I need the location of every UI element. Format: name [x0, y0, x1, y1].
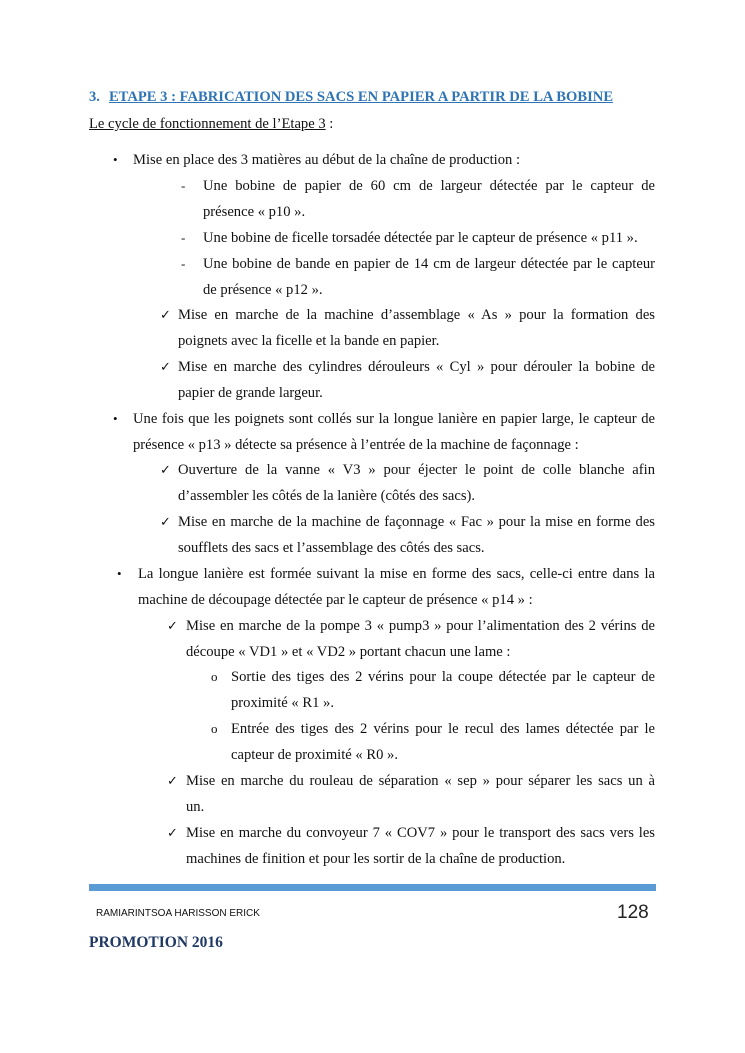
list-item-line: découpe « VD1 » et « VD2 » portant chacun une lame :: [186, 644, 511, 660]
list-item-line: Mise en marche de la machine de façonnage « Fac » pour la mise en forme des: [178, 514, 655, 530]
list-item-line: papier de grande largeur.: [178, 385, 323, 401]
subtitle: [89, 114, 333, 134]
list-item-line: machines de finition et pour les sortir de la chaîne de production.: [186, 851, 566, 867]
list-item-line: Une bobine de papier de 60 cm de largeur détectée par le capteur de: [203, 178, 655, 194]
list-item-line: Une bobine de bande en papier de 14 cm de largeur détectée par le capteur: [203, 256, 655, 272]
bullet-marker-icon: •: [113, 411, 118, 426]
list-item-line: Mise en marche du rouleau de séparation « sep » pour séparer les sacs un à: [186, 773, 655, 789]
list-item-line: Ouverture de la vanne « V3 » pour éjecter le point de colle blanche afin: [178, 462, 655, 478]
footer-author: RAMIARINTSOA HARISSON ERICK: [96, 908, 260, 919]
section-number: 3.: [89, 89, 100, 105]
check-marker-icon: ✓: [160, 359, 171, 374]
list-item-line: un.: [186, 799, 205, 815]
list-item-line: présence « p13 » détecte sa présence à l’entrée de la machine de façonnage :: [133, 437, 579, 453]
list-item-line: de présence « p12 ».: [203, 282, 323, 298]
check-marker-icon: ✓: [160, 462, 171, 477]
list-item-line: Sortie des tiges des 2 vérins pour la coupe détectée par le capteur de: [231, 669, 655, 685]
list-item-line: Mise en marche du convoyeur 7 « COV7 » pour le transport des sacs vers les: [186, 825, 655, 841]
check-marker-icon: ✓: [167, 773, 178, 788]
list-item-line: poignets avec la ficelle et la bande en papier.: [178, 333, 440, 349]
list-item-line: capteur de proximité « R0 ».: [231, 747, 398, 763]
subtitle-suffix: :: [325, 116, 334, 132]
list-item-line: d’assembler les côtés de la lanière (côtés des sacs).: [178, 488, 476, 504]
section-title: ETAPE 3 : FABRICATION DES SACS EN PAPIER A PARTIR DE LA BOBINE: [108, 89, 614, 105]
dash-marker-icon: -: [181, 256, 186, 271]
check-marker-icon: ✓: [167, 618, 178, 633]
list-item-line: soufflets des sacs et l’assemblage des côtés des sacs.: [178, 540, 485, 556]
list-item-line: présence « p10 ».: [203, 204, 306, 220]
list-item-line: Mise en place des 3 matières au début de la chaîne de production :: [133, 152, 520, 168]
footer-promotion: PROMOTION 2016: [89, 934, 223, 951]
circle-marker-icon: o: [211, 721, 218, 736]
dash-marker-icon: -: [181, 230, 186, 245]
check-marker-icon: ✓: [160, 514, 171, 529]
bullet-marker-icon: •: [117, 566, 122, 581]
list-item-line: machine de découpage détectée par le capteur de présence « p14 » :: [138, 592, 533, 608]
check-marker-icon: ✓: [167, 825, 178, 840]
list-item-line: Mise en marche de la pompe 3 « pump3 » pour l’alimentation des 2 vérins de: [186, 618, 655, 634]
circle-marker-icon: o: [211, 669, 218, 684]
section-heading: [89, 87, 613, 107]
footer-bar: [89, 884, 656, 891]
list-item-line: proximité « R1 ».: [231, 695, 334, 711]
list-item-line: La longue lanière est formée suivant la mise en forme des sacs, celle-ci entre dans la: [138, 566, 655, 582]
list-item-line: Une fois que les poignets sont collés sur la longue lanière en papier large, le capteur de: [133, 411, 655, 427]
list-item-line: Mise en marche des cylindres dérouleurs « Cyl » pour dérouler la bobine de: [178, 359, 655, 375]
page-number: 128: [617, 902, 649, 923]
bullet-marker-icon: •: [113, 152, 118, 167]
list-item-line: Mise en marche de la machine d’assemblage « As » pour la formation des: [178, 307, 655, 323]
dash-marker-icon: -: [181, 178, 186, 193]
list-item-line: Entrée des tiges des 2 vérins pour le recul des lames détectée par le: [231, 721, 655, 737]
check-marker-icon: ✓: [160, 307, 171, 322]
list-item-line: Une bobine de ficelle torsadée détectée par le capteur de présence « p11 ».: [203, 230, 638, 246]
subtitle-text: Le cycle de fonctionnement de l’Etape 3: [89, 116, 326, 132]
